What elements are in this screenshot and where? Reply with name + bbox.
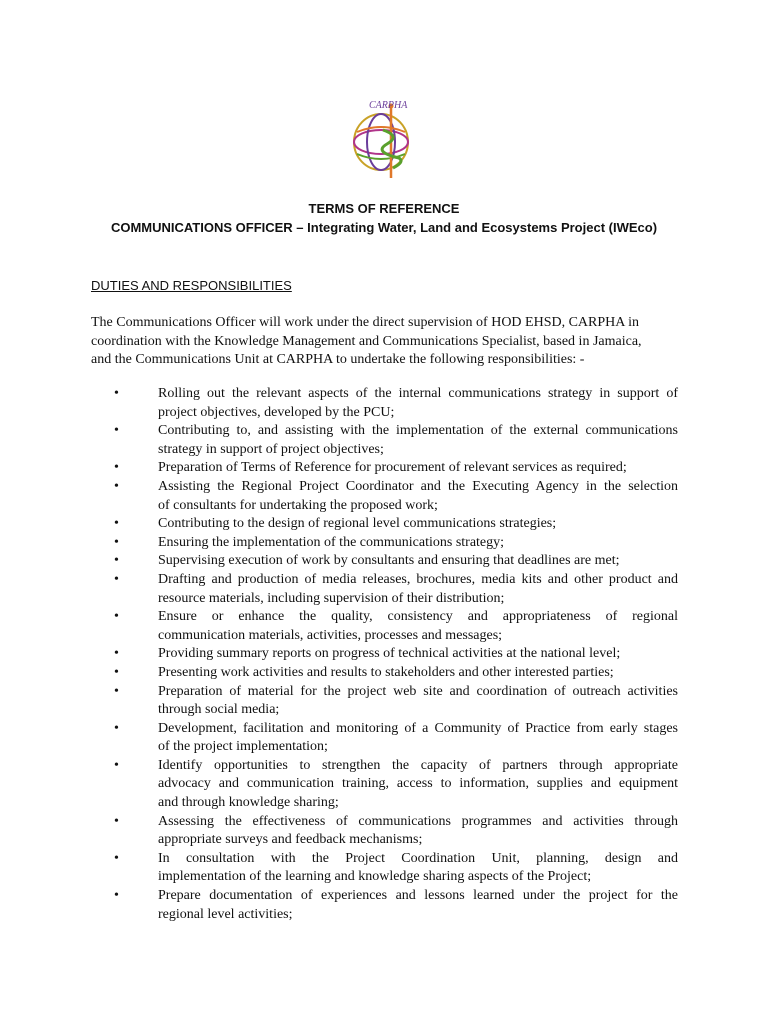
list-item bbox=[0, 478, 768, 515]
list-item-text bbox=[158, 645, 678, 664]
list-item bbox=[0, 422, 768, 459]
list-item-line: Rolling out the relevant aspects of the internal communications strategy in support of bbox=[158, 386, 678, 401]
list-item bbox=[0, 664, 768, 683]
list-item-text bbox=[158, 534, 678, 553]
list-item-line: Preparation of Terms of Reference for procurement of relevant services as required; bbox=[158, 460, 627, 476]
intro-paragraph bbox=[91, 314, 681, 370]
list-item-text bbox=[158, 664, 678, 683]
list-item bbox=[0, 813, 768, 850]
carpha-logo bbox=[343, 92, 425, 182]
list-item-text bbox=[158, 850, 678, 887]
list-item-line: Providing summary reports on progress of technical activities at the national level; bbox=[158, 646, 621, 662]
responsibilities-list bbox=[0, 385, 768, 924]
list-item-text bbox=[158, 385, 678, 422]
list-item-line: project objectives, developed by the PCU; bbox=[158, 404, 395, 420]
intro-line: coordination with the Knowledge Management and Communications Specialist, based in Jamaica, bbox=[91, 333, 642, 349]
list-item-line: Assisting the Regional Project Coordinator and the Executing Agency in the selection bbox=[158, 478, 678, 494]
bullet-icon: • bbox=[114, 646, 119, 662]
list-item-line: Contributing to, and assisting with the implementation of the external communications bbox=[158, 423, 678, 439]
list-item bbox=[0, 887, 768, 924]
list-item-text bbox=[158, 459, 678, 478]
list-item-line: In consultation with the Project Coordination Unit, planning, design and bbox=[158, 850, 678, 866]
bullet-icon: • bbox=[114, 813, 119, 829]
list-item bbox=[0, 459, 768, 478]
list-item-line: strategy in support of project objectives; bbox=[158, 441, 384, 457]
bullet-icon: • bbox=[114, 720, 119, 736]
intro-line: and the Communications Unit at CARPHA to undertake the following responsibilities: - bbox=[91, 352, 585, 368]
list-item bbox=[0, 608, 768, 645]
list-item-line: implementation of the learning and knowledge sharing aspects of the Project; bbox=[158, 869, 592, 885]
list-item-line: communication materials, activities, processes and messages; bbox=[158, 627, 503, 643]
logo-text: CARPHA bbox=[369, 100, 408, 111]
list-item-line: Prepare documentation of experiences and lessons learned under the project for the bbox=[158, 888, 678, 904]
list-item-line: Ensure or enhance the quality, consistency and appropriateness of regional bbox=[158, 609, 678, 625]
list-item-line: resource materials, including supervision of their distribution; bbox=[158, 590, 505, 606]
bullet-icon: • bbox=[114, 683, 119, 699]
bullet-icon: • bbox=[114, 553, 119, 569]
list-item-text bbox=[158, 683, 678, 720]
list-item bbox=[0, 850, 768, 887]
list-item-line: appropriate surveys and feedback mechanisms; bbox=[158, 832, 423, 848]
list-item bbox=[0, 534, 768, 553]
list-item-line: Assessing the effectiveness of communications programmes and activities through bbox=[158, 813, 678, 829]
position-title: COMMUNICATIONS OFFICER – Integrating Water, Land and Ecosystems Project (IWEco) bbox=[110, 220, 658, 235]
bullet-icon: • bbox=[114, 460, 119, 476]
list-item-text bbox=[158, 813, 678, 850]
bullet-icon: • bbox=[114, 534, 119, 550]
list-item-line: Supervising execution of work by consultants and ensuring that deadlines are met; bbox=[158, 553, 620, 569]
list-item-line: regional level activities; bbox=[158, 906, 293, 922]
list-item bbox=[0, 757, 768, 813]
bullet-icon: • bbox=[114, 571, 119, 587]
list-item-text bbox=[158, 478, 678, 515]
list-item-line: of the project implementation; bbox=[158, 739, 328, 755]
list-item-line: Contributing to the design of regional level communications strategies; bbox=[158, 516, 557, 532]
list-item-text bbox=[158, 422, 678, 459]
bullet-icon: • bbox=[114, 478, 119, 494]
bullet-icon: • bbox=[114, 609, 119, 625]
list-item bbox=[0, 683, 768, 720]
bullet-icon: • bbox=[114, 664, 119, 680]
list-item-line: advocacy and communication training, access to information, supplies and equipment bbox=[158, 776, 678, 792]
list-item bbox=[0, 571, 768, 608]
bullet-icon: • bbox=[114, 516, 119, 532]
list-item-line: of consultants for undertaking the proposed work; bbox=[158, 497, 438, 513]
list-item-line: Development, facilitation and monitoring of a Community of Practice from early stages bbox=[158, 720, 678, 736]
bullet-icon: • bbox=[114, 888, 119, 904]
list-item bbox=[0, 515, 768, 534]
intro-line: The Communications Officer will work under the direct supervision of HOD EHSD, CARPHA in bbox=[91, 315, 640, 330]
document-title: TERMS OF REFERENCE bbox=[308, 201, 460, 216]
list-item-text bbox=[158, 887, 678, 924]
list-item-line: Presenting work activities and results to stakeholders and other interested parties; bbox=[158, 664, 614, 680]
section-heading: DUTIES AND RESPONSIBILITIES bbox=[91, 278, 292, 293]
list-item-text bbox=[158, 552, 678, 571]
list-item-line: Drafting and production of media releases, brochures, media kits and other product and bbox=[158, 571, 678, 587]
list-item-text bbox=[158, 515, 678, 534]
list-item bbox=[0, 552, 768, 571]
list-item-text bbox=[158, 608, 678, 645]
list-item-line: through social media; bbox=[158, 702, 280, 718]
bullet-icon: • bbox=[114, 850, 119, 866]
list-item bbox=[0, 720, 768, 757]
bullet-icon: • bbox=[114, 757, 119, 773]
list-item-text bbox=[158, 757, 678, 813]
list-item bbox=[0, 385, 768, 422]
list-item-line: Preparation of material for the project web site and coordination of outreach activities bbox=[158, 683, 678, 699]
list-item-line: and through knowledge sharing; bbox=[158, 795, 339, 811]
bullet-icon: • bbox=[114, 423, 119, 439]
list-item-text bbox=[158, 720, 678, 757]
list-item-line: Ensuring the implementation of the communications strategy; bbox=[158, 534, 505, 550]
bullet-icon: • bbox=[114, 386, 119, 401]
list-item-line: Identify opportunities to strengthen the capacity of partners through appropriate bbox=[158, 757, 678, 773]
list-item bbox=[0, 645, 768, 664]
list-item-text bbox=[158, 571, 678, 608]
